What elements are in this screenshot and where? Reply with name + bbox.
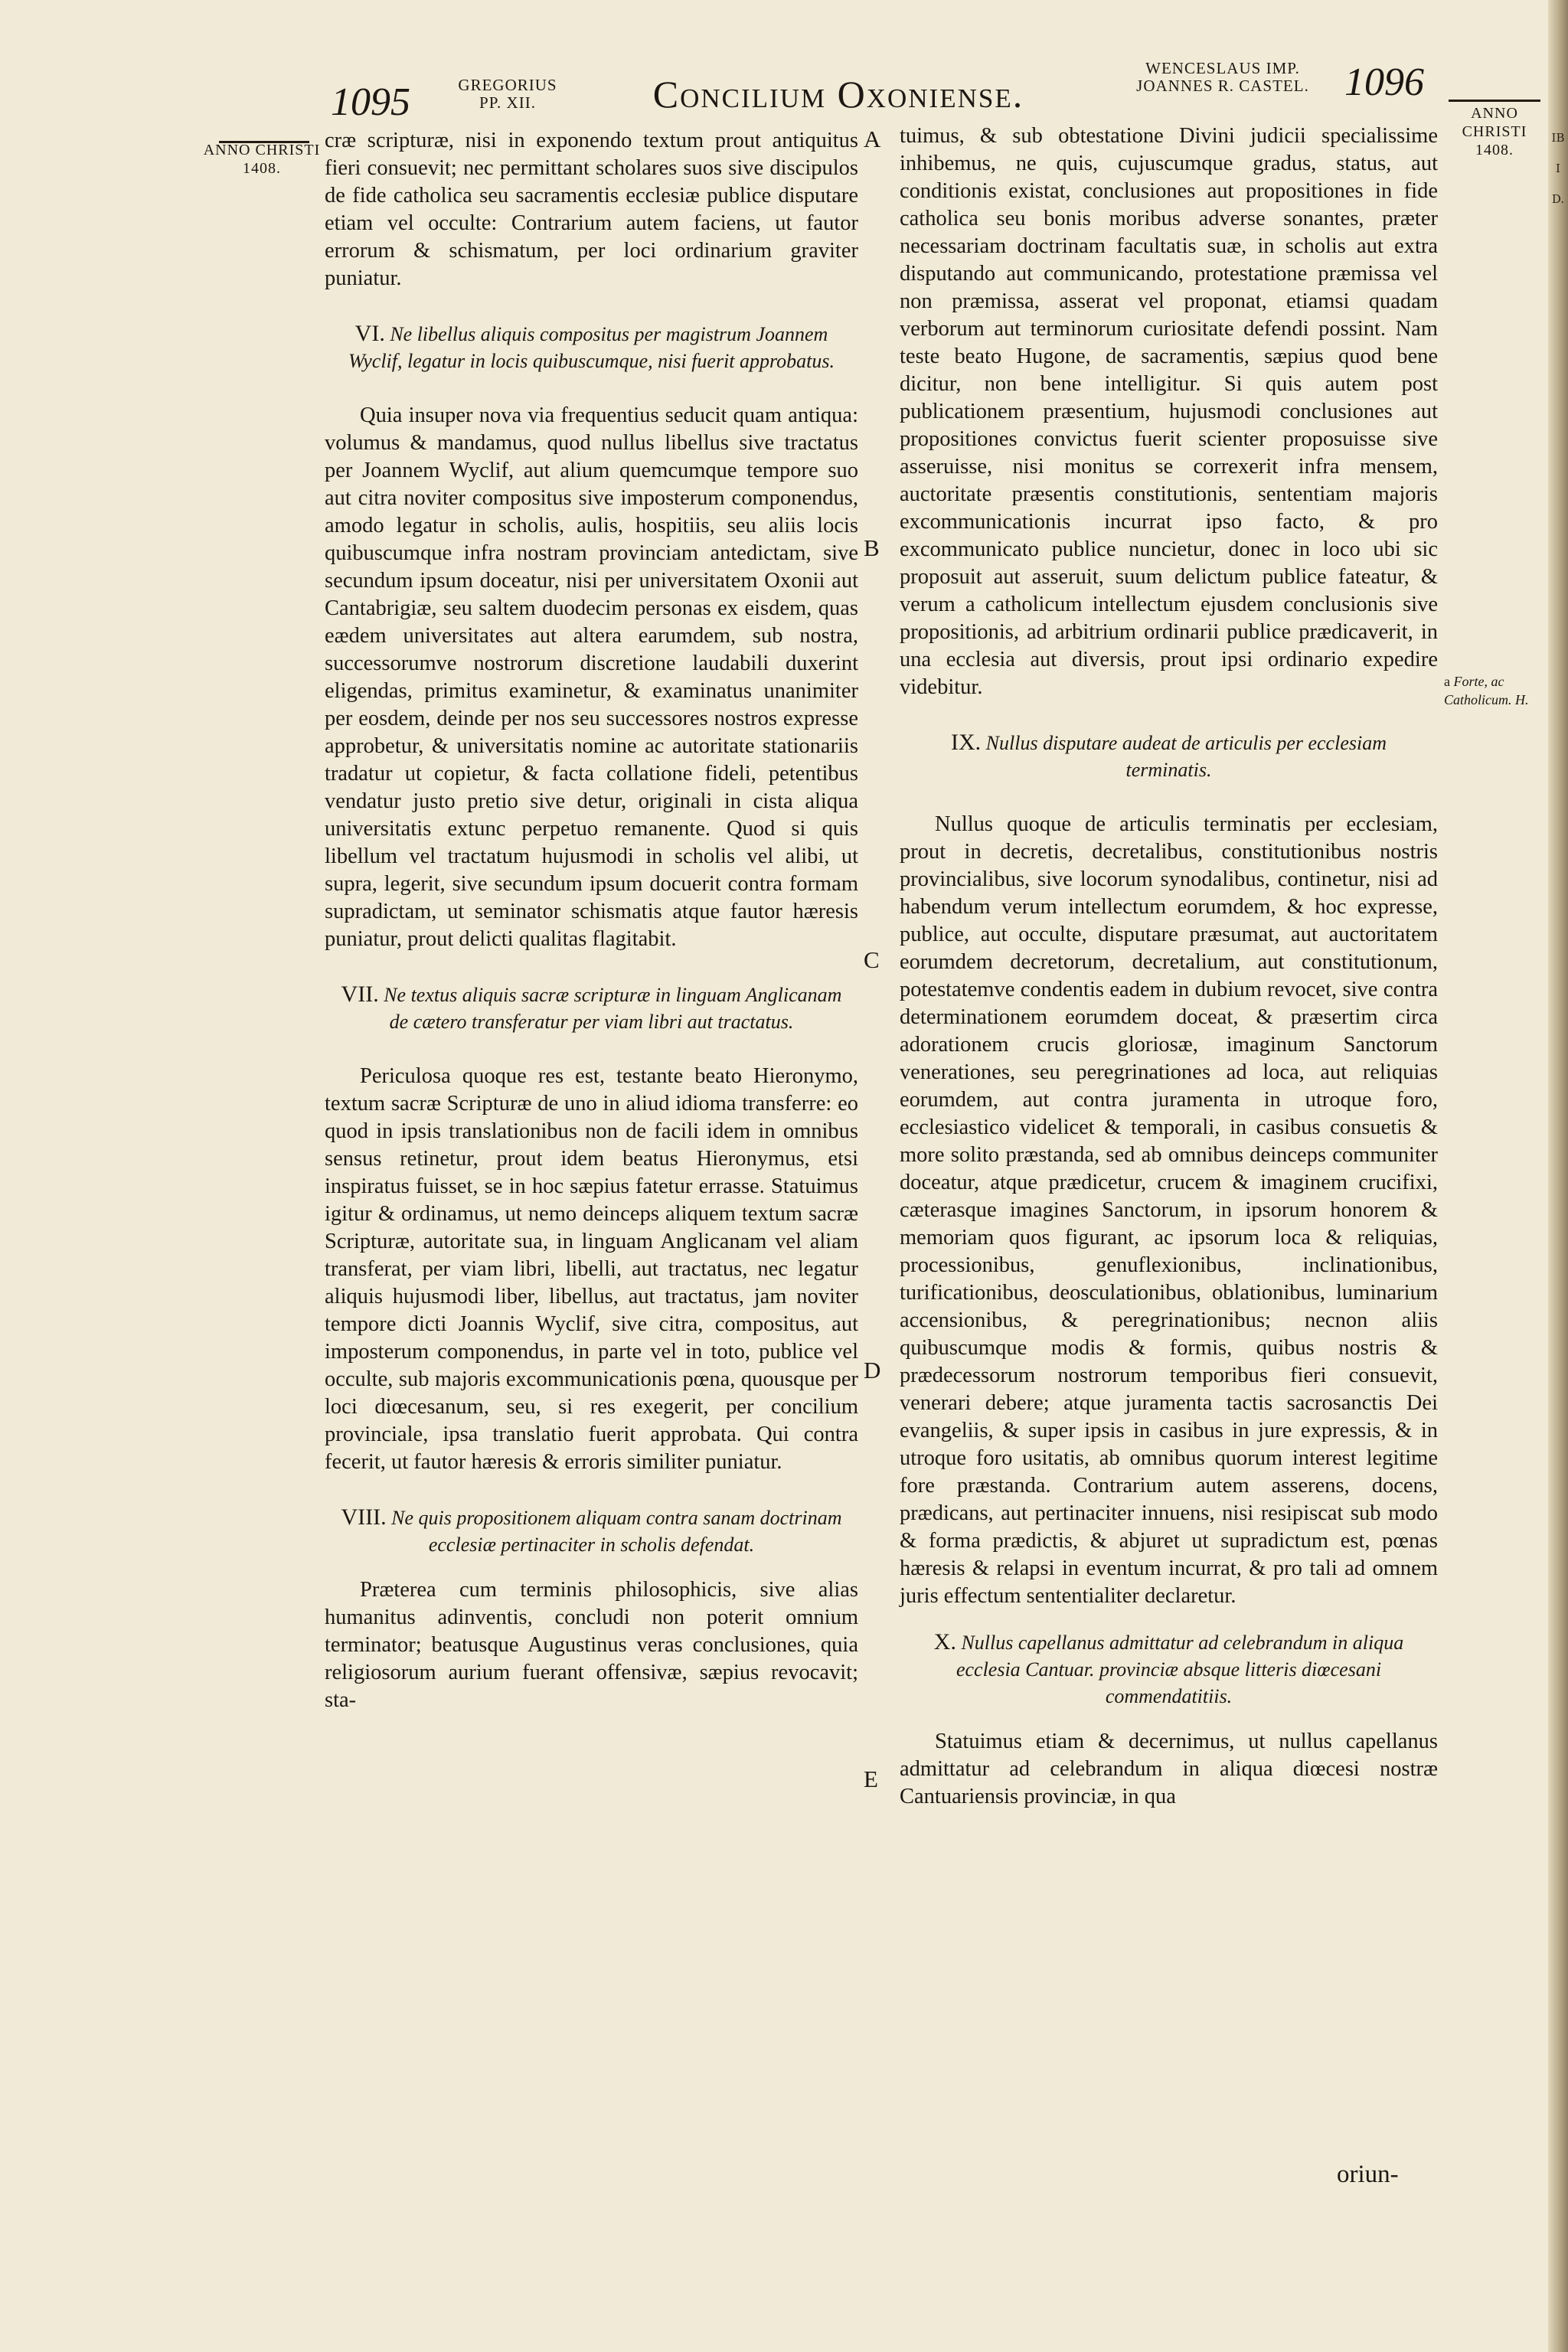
heading-text: Nullus capellanus admittatur ad celebrandum in aliqua ecclesia Cantuar. provinciæ absque litteris diœcesani commendatitiis.	[956, 1632, 1404, 1707]
heading-number: VI.	[354, 321, 385, 346]
paragraph-right-continued: tuimus, & sub obtestatione Divini judicii specialissime inhibemus, ne quis, cujuscumque gradus, status, aut conditionis existat, conclusiones aut propositiones in fide catholica seu bonis moribus adverse sonantes, præter necessariam doctrinam facultatis suæ, in scholis aut extra disputando aut communicando, protestatione præmissa vel non præmissa, asserat vel proponat, etiamsi quadam verborum aut terminorum curiositate defendi possint. Nam teste beato Hugone, de sacramentis, sæpius quod bene dicitur, non bene intelligitur. Si quis autem post publicationem præsentium, hujusmodi conclusiones aut propositiones convictus fuerit scienter proposuisse sive asseruisse, nisi monitus se correxerit infra mensem, auctoritate præsentis constitutionis, sententiam majoris excommunicationis incurrat ipso facto, & pro excommunicato publice nuncietur, donec in loco ubi sic proposuit aut asseruit, suum delictum publice fateatur, & verum a catholicum intellectum ejusdem conclusionis sive propositionis, ad arbitrium ordinarii publice prædicaverit, in una ecclesia aut diversis, prout ipsi ordinario expedire videbitur.	[900, 124, 1438, 699]
paragraph-chapter-ix: Nullus quoque de articulis terminatis per ecclesiam, prout in decretis, decretalibus, constitutionibus nostris provincialibus, sive locorum synodalibus, continetur, nisi ad habendum verum intellectum eorumdem, & hoc expresse, publice, aut occulte, disputare præsumat, aut auctoritatem eorumdem decretorum, decretalium, aut constitutionum, potestatemve condentis eadem in dubium revocet, sive contra determinationem eorumdem doceat, & præsertim circa adorationem crucis gloriosæ, imaginum Sanctorum venerationes, seu peregrinationes ad loca, aut reliquias eorumdem, aut contra juramenta in utroque foro, ecclesiastico videlicet & temporali, in casibus consuetis & more solito præstanda, sed ab omnibus deinceps communiter doceatur, atque prædicetur, crucem & imaginem crucifixi, cæterasque imagines Sanctorum, in ipsorum honorem & memoriam quos figurant, ac ipsorum loca & reliquias, processionibus, genuflexionibus, inclinationibus, turificationibus, deosculationibus, oblationibus, luminarium accensionibus, & peregrinationibus; necnon aliis quibuscumque modis & formis, quibus nostris & prædecessorum nostrorum temporibus fieri consuevit, venerari debere; atque juramenta tactis sacrosanctis Dei evangeliis, & super ipsis in casibus in jure expressis, & in utroque foro usitatis, ab omnibus quorum interest legitime fore præstanda. Contrarium autem asserens, docens, prædicans, aut pertinaciter innuens, nisi resipiscat sub modo & forma prædictis, & abjuret ut supradictum est, pœnas hæresis & relapsi in eventum incurrat, & pro tali ad omnem juris effectum sententialiter declaretur.	[900, 812, 1438, 1608]
margin-year-left: ANNO CHRISTI 1408.	[203, 142, 321, 177]
catchword: oriun-	[1337, 2161, 1399, 2188]
heading-chapter-viii	[325, 1504, 858, 1558]
page-number-left: 1095	[331, 80, 410, 124]
margin-footnote	[1444, 672, 1545, 709]
heading-text: Ne quis propositionem aliquam contra sanam doctrinam ecclesiæ pertinaciter in scholis defendat.	[391, 1507, 842, 1556]
paragraph-chapter-vi: Quia insuper nova via frequentius seducit quam antiqua: volumus & mandamus, quod nullus libellus sive tractatus per Joannem Wyclif, aut alium quemcumque tempore suo aut citra noviter compositus sive imposterum componendus, amodo legatur in scholis, aulis, hospitiis, seu aliis locis quibuscumque infra nostram provinciam antedictam, sive secundum ipsum doceatur, nisi per universitatem Oxonii aut Cantabrigiæ, seu saltem duodecim personas ex eisdem, quas eædem universitates aut altera earumdem, sub nostra, successorumve nostrorum discretione laudabili duxerint eligendas, primitus examinetur, & examinatus unanimiter per eosdem, deinde per nos seu successores nostros expresse approbetur, & universitatis nomine ac autoritate stationariis tradatur ut copietur, & facta collatione fideli, petentibus vendatur justo pretio sive detur, originali in cista aliqua universitatis extunc perpetuo remanente. Quod si quis libellum vel tractatum hujusmodi in scholis vel alibi, ut supra, legerit, sive secundum ipsum docuerit contra formam supradictam, ut seminator schismatis atque fautor hæresis puniatur, prout delicti qualitas flagitabit.	[325, 403, 858, 951]
heading-chapter-ix	[900, 729, 1438, 783]
binding-text: IBID.	[1551, 131, 1565, 206]
heading-number: IX.	[951, 730, 982, 755]
footnote-marker: a	[1444, 674, 1450, 689]
margin-year-right: ANNO CHRISTI 1408.	[1462, 105, 1527, 158]
heading-chapter-x	[900, 1628, 1438, 1710]
page-binding	[1548, 0, 1568, 2352]
section-letter-b: B	[864, 534, 880, 561]
section-letter-e: E	[864, 1766, 878, 1792]
heading-number: VIII.	[341, 1504, 387, 1530]
margin-rule-right	[1449, 100, 1540, 102]
heading-number: X.	[933, 1629, 956, 1655]
section-letter-d: D	[864, 1357, 881, 1383]
paragraph-chapter-x: Statuimus etiam & decernimus, ut nullus capellanus admittatur ad celebrandum in aliqua diœcesi nostræ Cantuariensis provinciæ, in qua	[900, 1730, 1438, 1808]
right-column	[900, 122, 1438, 1811]
paragraph-chapter-vii: Periculosa quoque res est, testante beato Hieronymo, textum sacræ Scripturæ de uno in aliud idioma transferre: eo quod in ipsis translationibus non de facili idem in omnibus sensus retinetur, prout idem beatus Hieronymus, etsi inspiratus fuisset, se in hoc sæpius fatetur errasse. Statuimus igitur & ordinamus, ut nemo deinceps aliquem textum sacræ Scripturæ, autoritate sua, in linguam Anglicanam vel aliam transferat, per viam libri, libelli, aut tractatus, nec legatur aliquis hujusmodi liber, libellus, aut tractatus, jam noviter tempore dicti Joannis Wyclif, sive citra, compositus, aut imposterum componendus, in parte vel in toto, publice vel occulte, sub majoris excommunicationis pœna, quousque per loci diœcesanum, seu, si res exegerit, per concilium provinciale, ipsa translatio fuerit approbata. Qui contra fecerit, ut fautor hæresis & erroris similiter puniatur.	[325, 1064, 858, 1474]
footnote-text: Forte, ac Catholicum. H.	[1444, 674, 1529, 707]
section-letter-c: C	[864, 946, 880, 973]
heading-number: VII.	[341, 982, 379, 1007]
paragraph-left-continued: cræ scripturæ, nisi in exponendo textum prout antiquitus fieri consuevit; nec permittant scholares suos sive discipulos de fide catholica seu sacramentis ecclesiæ publice disputare etiam vel occulte: Contrarium autem faciens, ut fautor errorum & schismatum, per loci ordinarium graviter puniatur.	[325, 129, 858, 290]
heading-chapter-vi	[325, 320, 858, 374]
section-letter-a: A	[864, 126, 881, 152]
left-column	[325, 127, 858, 1714]
heading-text: Nullus disputare audeat de articulis per ecclesiam terminatis.	[985, 732, 1387, 781]
page-number-right: 1096	[1344, 60, 1424, 104]
header-emperor: WENCESLAUS IMP. JOANNES R. CASTEL.	[1136, 59, 1309, 95]
heading-text: Ne libellus aliquis compositus per magistrum Joannem Wyclif, legatur in locis quibuscumque, nisi fuerit approbatus.	[348, 323, 835, 372]
page-title: Concilium Oxoniense.	[652, 73, 1024, 116]
header-pope: GREGORIUS PP. XII.	[458, 76, 557, 112]
heading-text: Ne textus aliquis sacræ scripturæ in linguam Anglicanam de cætero transferatur per viam libri aut tractatus.	[384, 984, 842, 1033]
paragraph-chapter-viii: Præterea cum terminis philosophicis, sive alias humanitus adinventis, concludi non poterit omnium terminator; beatusque Augustinus veras conclusiones, quia religiosorum aurium fuerant offensivæ, sæpius revocavit; sta-	[325, 1578, 858, 1712]
heading-chapter-vii	[325, 981, 858, 1035]
